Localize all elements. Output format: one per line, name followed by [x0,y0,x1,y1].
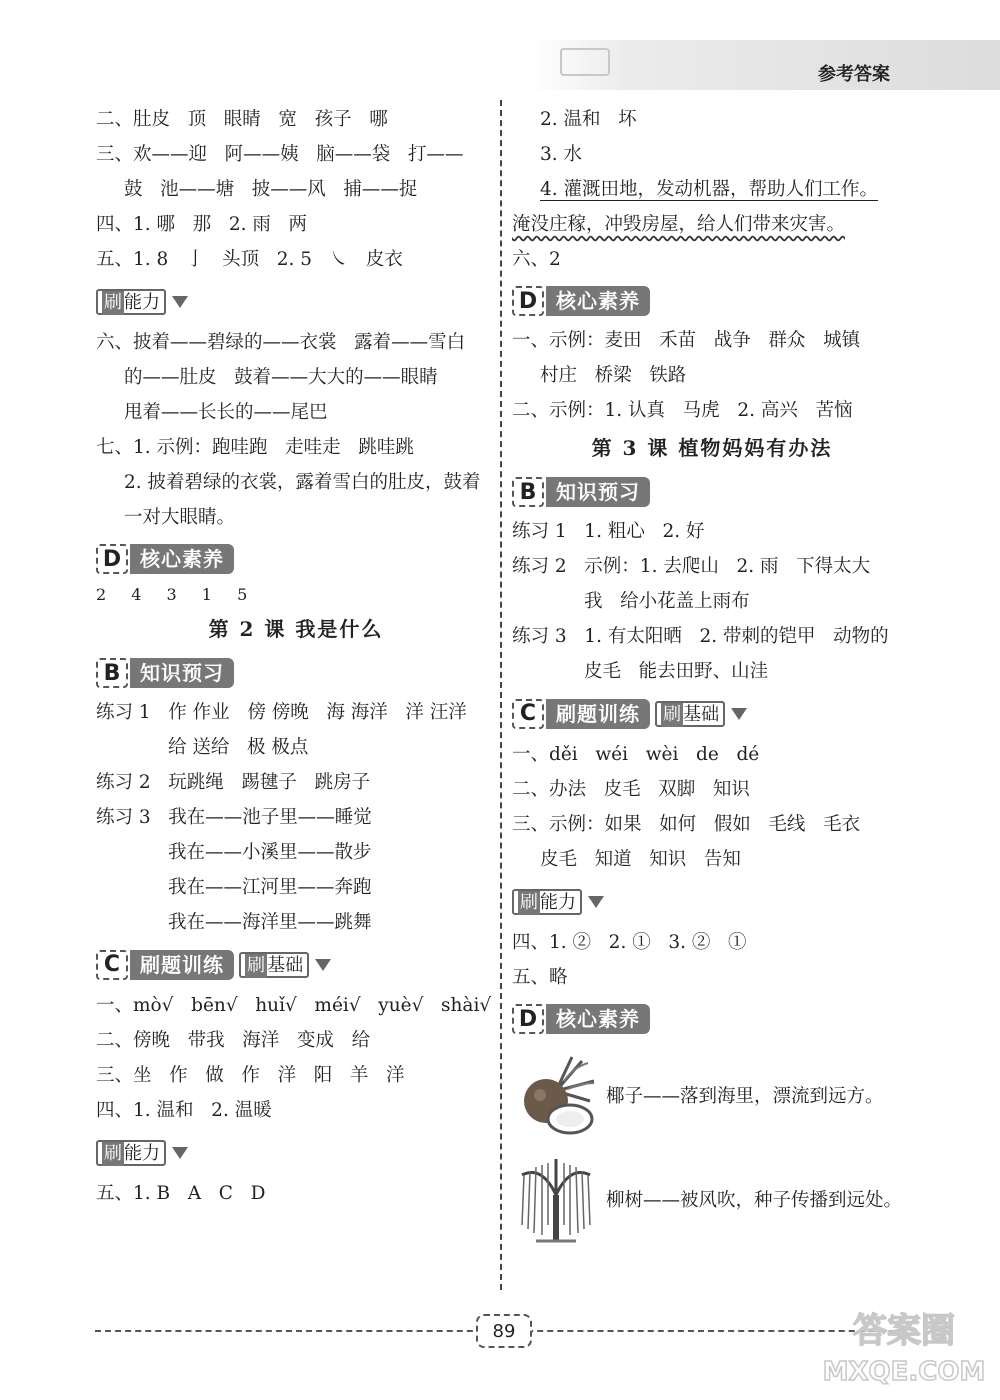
answer-line: 一、děi wéi wèi de dé [512,744,760,765]
section-tag-preview: B 知识预习 [96,657,234,689]
section-tag-preview: B 知识预习 [512,476,650,508]
left-column [96,102,496,1211]
triangle-down-icon [315,959,331,971]
answer-line: 一、示例：麦田 禾苗 战争 群众 城镇 [512,330,861,351]
header-decoration [560,48,610,76]
answer-line: 练习 2 示例：1. 去爬山 2. 雨 下得太大 [512,556,871,577]
subsection-ability: 刷 能力 [96,287,188,317]
triangle-down-icon [731,708,747,720]
column-divider [500,100,502,1290]
lesson-title: 第 2 课 我是什么 [208,617,384,641]
header-label: 参考答案 [818,64,890,85]
answer-line: 六、披着——碧绿的——衣裳 露着——雪白 [96,332,466,353]
answer-line: 二、示例：1. 认真 马虎 2. 高兴 苦恼 [512,400,853,421]
answer-line: 甩着——长长的——尾巴 [124,402,328,423]
answer-line: 皮毛 能去田野、山洼 [584,661,769,682]
answer-line: 一、mò√ bēn√ huǐ√ méi√ yuè√ shài√ [96,995,492,1016]
section-tag-training: C 刷题训练 [512,698,650,730]
lesson-title: 第 3 课 植物妈妈有办法 [591,436,833,460]
coconut-row [512,1045,912,1145]
page-number: 89 [476,1314,532,1348]
answer-line: 练习 1 作 作业 傍 傍晚 海 海洋 洋 汪洋 [96,702,467,723]
answer-line: 四、1. 温和 2. 温暖 [96,1100,272,1121]
answer-line: 三、示例：如果 如何 假如 毛线 毛衣 [512,814,861,835]
answer-line: 我在——海洋里——跳舞 [168,912,372,933]
willow-row [512,1149,912,1249]
answer-line: 我 给小花盖上雨布 [584,591,750,612]
answer-line-underlined: 4. 灌溉田地，发动机器，帮助人们工作。 [540,179,879,200]
answer-line: 皮毛 知道 知识 告知 [540,849,741,870]
answer-line: 六、2 [512,249,561,270]
answer-line: 2. 披着碧绿的衣裳，露着雪白的肚皮，鼓着 [124,472,481,493]
watermark-logo [814,1302,994,1392]
subsection-basic: 刷 基础 [239,950,331,980]
subsection-ability: 刷 能力 [96,1138,188,1168]
answer-line: 的——肚皮 鼓着——大大的——眼睛 [124,367,438,388]
answer-line-wavy: 淹没庄稼，冲毁房屋，给人们带来灾害。 [512,214,846,235]
answer-line: 我在——小溪里——散步 [168,842,372,863]
answer-line: 三、坐 作 做 作 洋 阳 羊 洋 [96,1065,405,1086]
answer-line: 村庄 桥梁 铁路 [540,365,687,386]
answer-line: 2. 温和 坏 [540,109,637,130]
answer-line: 四、1. ② 2. ① 3. ② ① [512,932,747,953]
coconut-answer: 椰子——落到海里，漂流到远方。 [606,1086,884,1107]
answer-line: 给 送给 极 极点 [168,737,309,758]
answer-line: 鼓 池——塘 披——风 捕——捉 [124,179,418,200]
section-tag-core: D 核心素养 [512,1003,650,1035]
answer-line: 练习 3 1. 有太阳晒 2. 带刺的铠甲 动物的 [512,626,889,647]
answer-line: 四、1. 哪 那 2. 雨 两 [96,214,307,235]
willow-tree-illustration [512,1155,600,1243]
section-tag-training: C 刷题训练 [96,949,234,981]
section-tag-core: D 核心素养 [512,285,650,317]
right-column [512,102,912,1249]
answer-line: 五、1. B A C D [96,1183,266,1204]
answer-line: 七、1. 示例：跑哇跑 走哇走 跳哇跳 [96,437,414,458]
triangle-down-icon [588,896,604,908]
answer-line: 二、傍晚 带我 海洋 变成 给 [96,1030,371,1051]
triangle-down-icon [172,1147,188,1159]
svg-text:MXQE.COM: MXQE.COM [822,1357,986,1387]
answer-line: 一对大眼睛。 [124,507,236,528]
answer-line: 二、办法 皮毛 双脚 知识 [512,779,750,800]
answer-line: 练习 2 玩跳绳 踢毽子 跳房子 [96,772,371,793]
subsection-ability: 刷 能力 [512,887,604,917]
willow-answer: 柳树——被风吹，种子传播到远处。 [606,1190,903,1211]
subsection-basic: 刷 基础 [655,699,747,729]
answer-line: 我在——江河里——奔跑 [168,877,372,898]
answer-line: 五、1. 8 亅 头顶 2. 5 ㇏ 皮衣 [96,249,403,270]
svg-text:答案圈: 答案圈 [853,1311,955,1351]
answer-line: 五、略 [512,967,568,988]
answer-line: 二、肚皮 顶 眼睛 宽 孩子 哪 [96,109,388,130]
triangle-down-icon [172,296,188,308]
coconut-illustration [512,1051,600,1139]
answer-line: 练习 1 1. 粗心 2. 好 [512,521,705,542]
section-tag-core: D 核心素养 [96,543,234,575]
answer-line: 练习 3 我在——池子里——睡觉 [96,807,372,828]
answer-line: 三、欢——迎 阿——姨 脑——袋 打—— [96,144,464,165]
sequence-answer: 2 4 3 1 5 [96,585,258,604]
answer-line: 3. 水 [540,144,583,165]
